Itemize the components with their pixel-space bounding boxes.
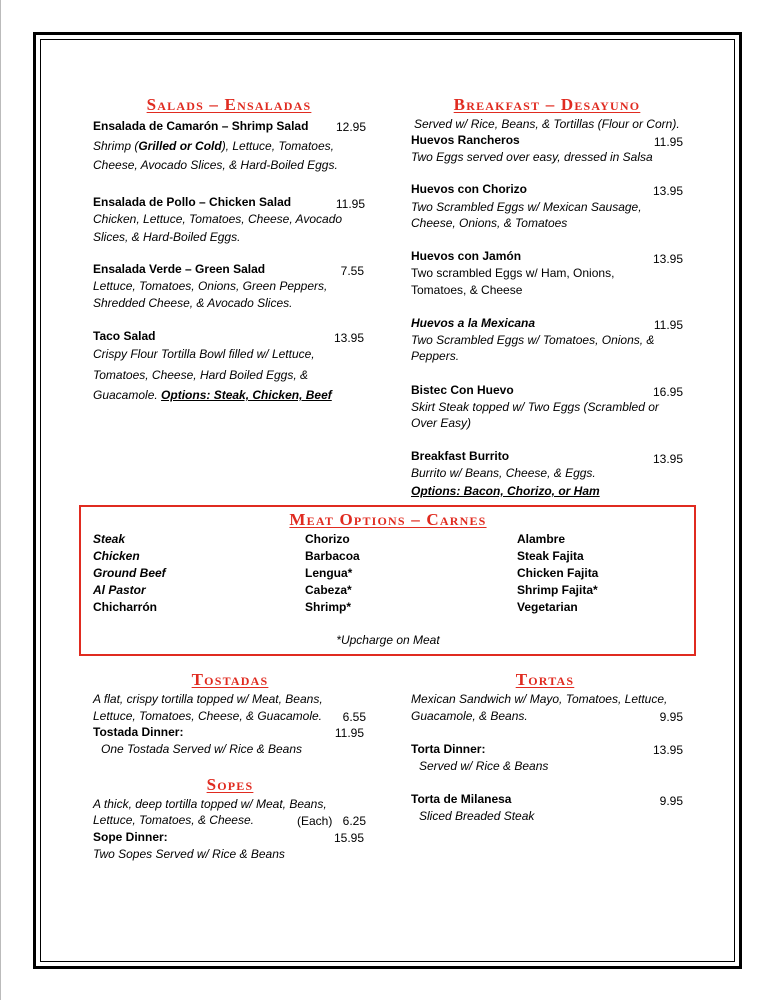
salads-heading: Salads – Ensaladas	[146, 95, 312, 114]
tostadas-desc: A flat, crispy tortilla topped w/ Meat, Beans,	[93, 692, 323, 706]
breakfast-item-desc: Two Eggs served over easy, dressed in Salsa	[411, 150, 653, 164]
meat-option: Chicharrón	[93, 600, 158, 614]
breakfast-item-desc: Two Scrambled Eggs w/ Mexican Sausage,	[411, 200, 642, 214]
meat-option: Steak	[93, 532, 126, 546]
meat-column	[517, 531, 598, 616]
options-text: Options: Bacon, Chorizo, or Ham	[411, 484, 600, 498]
breakfast-item-name: Huevos a la Mexicana	[411, 316, 536, 330]
salad-item-price: 13.95	[333, 331, 364, 345]
meat-option: Chorizo	[305, 532, 350, 546]
salad-item-price: 7.55	[340, 264, 364, 278]
breakfast-item-name: Breakfast Burrito	[411, 449, 510, 463]
sopes-heading: Sopes	[206, 775, 254, 794]
tortas-price: 9.95	[659, 710, 683, 724]
desc-part: ), Lettuce, Tomatoes,	[221, 139, 334, 153]
desc-highlight: Grilled or Cold	[138, 139, 222, 153]
sope-dinner-desc: Two Sopes Served w/ Rice & Beans	[93, 847, 285, 861]
breakfast-item-desc: Cheese, Onions, & Tomatoes	[411, 216, 568, 230]
salad-item-desc: Lettuce, Tomatoes, Onions, Green Peppers,	[93, 279, 328, 293]
breakfast-item-desc: Tomatoes, & Cheese	[411, 283, 523, 297]
meat-option: Chicken	[93, 549, 140, 563]
breakfast-item-price: 16.95	[652, 385, 683, 399]
breakfast-item-desc: Skirt Steak topped w/ Two Eggs (Scrambled or	[411, 400, 659, 414]
meat-column	[93, 531, 166, 616]
upcharge-footnote: *Upcharge on Meat	[336, 633, 440, 647]
meat-option: Steak Fajita	[517, 549, 584, 563]
meat-option: Alambre	[517, 532, 566, 546]
salad-item-name: Ensalada de Camarón – Shrimp Salad	[93, 119, 309, 133]
tortas-desc: Mexican Sandwich w/ Mayo, Tomatoes, Lettuce,	[411, 692, 668, 706]
meat-options-heading: Meat Options – Carnes	[289, 510, 487, 529]
breakfast-item-desc: Burrito w/ Beans, Cheese, & Eggs.	[411, 466, 596, 480]
tortas-heading: Tortas	[515, 670, 575, 689]
meat-column	[305, 531, 360, 616]
tostadas-price: 6.55	[342, 710, 366, 724]
breakfast-item-price: 11.95	[653, 135, 683, 149]
breakfast-item-price: 13.95	[652, 184, 683, 198]
sopes-desc: Lettuce, Tomatoes, & Cheese.	[93, 813, 254, 827]
torta-milanesa-desc: Sliced Breaded Steak	[419, 809, 535, 823]
torta-milanesa-price: 9.95	[659, 794, 683, 808]
meat-option: Cabeza*	[305, 583, 352, 597]
tostada-dinner-price: 11.95	[334, 726, 364, 740]
meat-option: Shrimp Fajita*	[517, 583, 598, 597]
salad-item-price: 12.95	[335, 120, 366, 134]
salad-item-desc	[93, 387, 332, 404]
meat-option: Ground Beef	[93, 566, 166, 580]
sope-dinner-price: 15.95	[333, 831, 364, 845]
tostada-dinner-name: Tostada Dinner:	[93, 725, 184, 739]
meat-option: Barbacoa	[305, 549, 360, 563]
options-text: Options: Steak, Chicken, Beef	[161, 388, 332, 402]
tostadas-desc: Lettuce, Tomatoes, Cheese, & Guacamole.	[93, 709, 323, 723]
torta-dinner-price: 13.95	[652, 743, 683, 757]
breakfast-note: Served w/ Rice, Beans, & Tortillas (Flour or Corn).	[414, 117, 680, 131]
salad-item-desc: Cheese, Avocado Slices, & Hard-Boiled Eggs.	[93, 158, 338, 172]
tostadas-heading: Tostadas	[191, 670, 269, 689]
sopes-desc: A thick, deep tortilla topped w/ Meat, Beans,	[93, 797, 327, 811]
breakfast-item-desc: Two Scrambled Eggs w/ Tomatoes, Onions, &	[411, 333, 655, 347]
desc-part: Shrimp (	[93, 139, 139, 153]
sopes-each-label: (Each)	[297, 814, 333, 828]
tortas-desc: Guacamole, & Beans.	[411, 709, 528, 723]
sope-dinner-name: Sope Dinner:	[93, 830, 168, 844]
tostada-dinner-desc: One Tostada Served w/ Rice & Beans	[101, 742, 302, 756]
meat-option: Chicken Fajita	[517, 566, 599, 580]
breakfast-item-desc: Two scrambled Eggs w/ Ham, Onions,	[411, 266, 615, 280]
breakfast-item-name: Huevos Rancheros	[411, 133, 520, 147]
salad-item-desc: Shredded Cheese, & Avocado Slices.	[93, 296, 293, 310]
salad-item-name: Ensalada Verde – Green Salad	[93, 262, 266, 276]
breakfast-item-price: 13.95	[652, 452, 683, 466]
breakfast-item-price: 11.95	[653, 318, 683, 332]
desc-part: Guacamole.	[93, 388, 162, 402]
breakfast-item-name: Huevos con Jamón	[411, 249, 522, 263]
breakfast-item-name: Huevos con Chorizo	[411, 182, 528, 196]
meat-option: Al Pastor	[93, 583, 146, 597]
breakfast-item-desc: Over Easy)	[411, 416, 472, 430]
torta-dinner-name: Torta Dinner:	[411, 742, 486, 756]
torta-dinner-desc: Served w/ Rice & Beans	[419, 759, 549, 773]
salad-item-desc: Slices, & Hard-Boiled Eggs.	[93, 230, 241, 244]
breakfast-item-name: Bistec Con Huevo	[411, 383, 514, 397]
meat-option: Shrimp*	[305, 600, 352, 614]
salad-item-name: Taco Salad	[93, 329, 156, 343]
sopes-price: 6.25	[342, 814, 366, 828]
salad-item-desc: Crispy Flour Tortilla Bowl filled w/ Lettuce,	[93, 347, 315, 361]
salad-item-desc	[93, 138, 334, 155]
meat-option: Lengua*	[305, 566, 353, 580]
breakfast-item-price: 13.95	[652, 252, 683, 266]
breakfast-item-desc: Peppers.	[411, 349, 460, 363]
salad-item-desc: Chicken, Lettuce, Tomatoes, Cheese, Avocado	[93, 212, 343, 226]
breakfast-heading: Breakfast – Desayuno	[453, 95, 641, 114]
salad-item-price: 11.95	[335, 197, 365, 211]
salad-item-name: Ensalada de Pollo – Chicken Salad	[93, 195, 292, 209]
torta-milanesa-name: Torta de Milanesa	[411, 792, 512, 806]
meat-option: Vegetarian	[517, 600, 578, 614]
salad-item-desc: Tomatoes, Cheese, Hard Boiled Eggs, &	[93, 368, 309, 382]
